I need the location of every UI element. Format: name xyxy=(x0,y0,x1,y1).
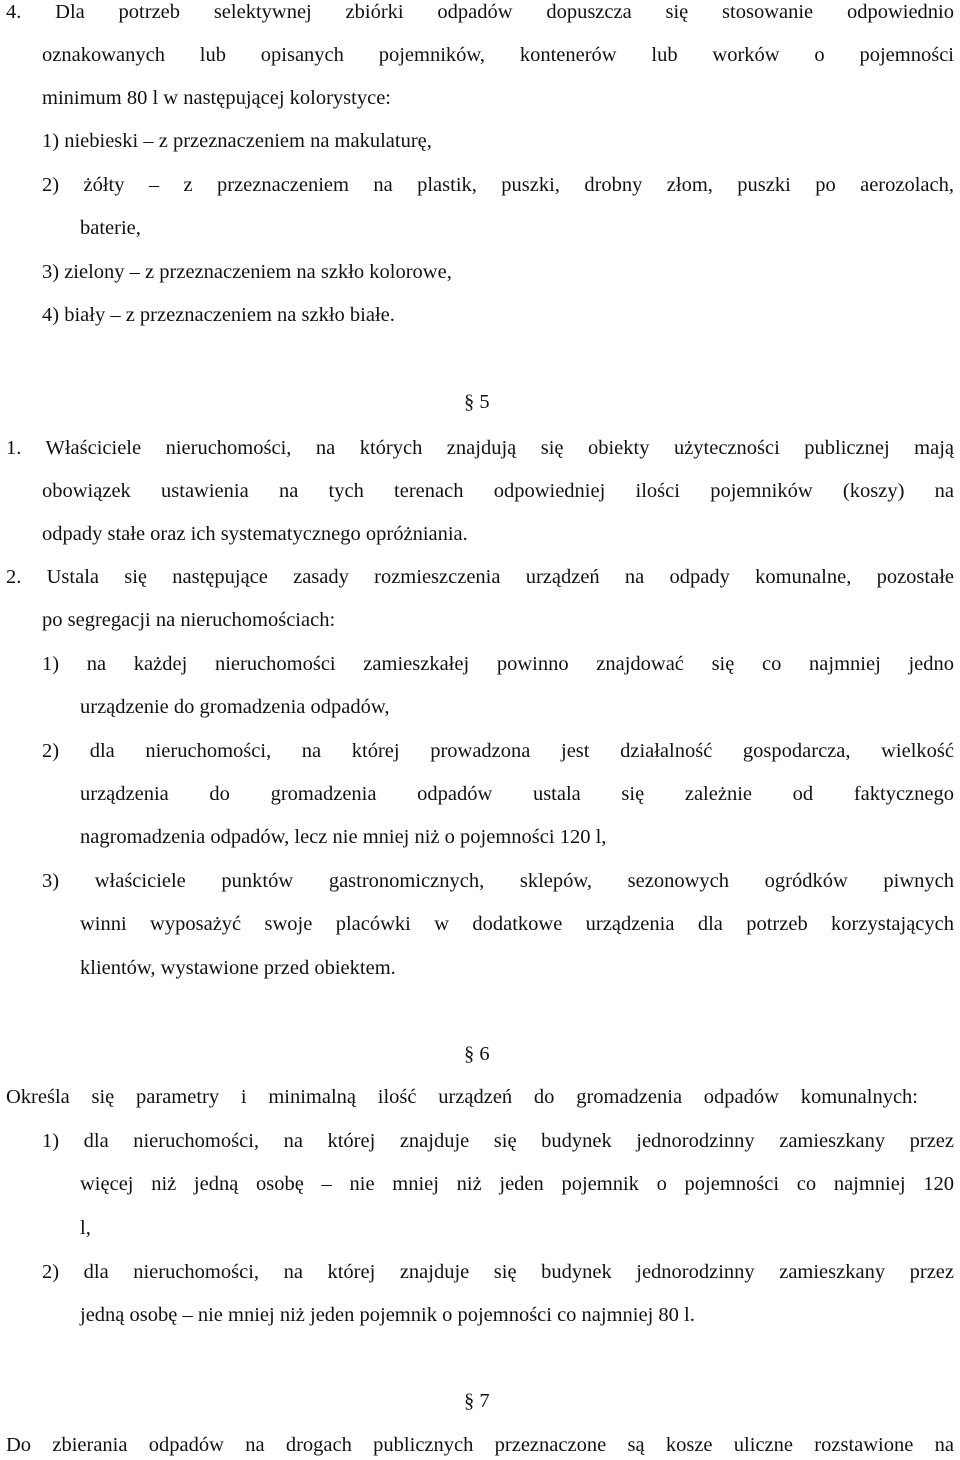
list-item: 3) właściciele punktów gastronomicznych, sklepów, sezonowych ogródków piwnych xyxy=(42,870,954,892)
list-item-continuation: jedną osobę – nie mniej niż jeden pojemnik o pojemności co najmniej 80 l. xyxy=(80,1304,695,1326)
list-item-continuation: klientów, wystawione przed obiektem. xyxy=(80,957,396,979)
section-heading-6: § 6 xyxy=(464,1043,490,1065)
list-item: 2) żółty – z przeznaczeniem na plastik, puszki, drobny złom, puszki po aerozolach, xyxy=(42,174,954,196)
para4-line: oznakowanych lub opisanych pojemników, kontenerów lub worków o pojemności xyxy=(42,44,954,66)
list-item: 1) niebieski – z przeznaczeniem na makulaturę, xyxy=(42,130,432,152)
list-item-continuation: nagromadzenia odpadów, lecz nie mniej niż o pojemności 120 l, xyxy=(80,826,607,848)
list-item: 1) dla nieruchomości, na której znajduje się budynek jednorodzinny zamieszkany przez xyxy=(42,1130,954,1152)
para6-intro: Określa się parametry i minimalną ilość urządzeń do gromadzenia odpadów komunalnych: xyxy=(6,1086,918,1108)
para5-2-line: 2. Ustala się następujące zasady rozmieszczenia urządzeń na odpady komunalne, pozostałe xyxy=(6,566,954,588)
section-heading-5: § 5 xyxy=(464,391,490,413)
para5-1-line: 1. Właściciele nieruchomości, na których znajdują się obiekty użyteczności publicznej mają xyxy=(6,437,954,459)
list-item-continuation: winni wyposażyć swoje placówki w dodatkowe urządzenia dla potrzeb korzystających xyxy=(80,913,954,935)
list-item-continuation: l, xyxy=(80,1217,91,1239)
list-item-continuation: urządzenie do gromadzenia odpadów, xyxy=(80,696,390,718)
list-item: 2) dla nieruchomości, na której prowadzona jest działalność gospodarcza, wielkość xyxy=(42,740,954,762)
list-item-continuation: baterie, xyxy=(80,217,141,239)
list-item: 2) dla nieruchomości, na której znajduje się budynek jednorodzinny zamieszkany przez xyxy=(42,1261,954,1283)
list-item: 4) biały – z przeznaczeniem na szkło białe. xyxy=(42,304,395,326)
section-heading-7: § 7 xyxy=(464,1390,490,1412)
para7-line: Do zbierania odpadów na drogach publicznych przeznaczone są kosze uliczne rozstawione na xyxy=(6,1434,954,1456)
para5-1-line: odpady stałe oraz ich systematycznego opróżniania. xyxy=(42,523,468,545)
para5-2-line: po segregacji na nieruchomościach: xyxy=(42,609,336,631)
para5-1-line: obowiązek ustawienia na tych terenach odpowiedniej ilości pojemników (koszy) na xyxy=(42,480,954,502)
list-item: 1) na każdej nieruchomości zamieszkałej powinno znajdować się co najmniej jedno xyxy=(42,653,954,675)
list-item: 3) zielony – z przeznaczeniem na szkło kolorowe, xyxy=(42,261,452,283)
para4-line: minimum 80 l w następującej kolorystyce: xyxy=(42,87,392,109)
list-item-continuation: urządzenia do gromadzenia odpadów ustala się zależnie od faktycznego xyxy=(80,783,954,805)
list-item-continuation: więcej niż jedną osobę – nie mniej niż jeden pojemnik o pojemności co najmniej 120 xyxy=(80,1173,954,1195)
para4-line: 4. Dla potrzeb selektywnej zbiórki odpadów dopuszcza się stosowanie odpowiednio xyxy=(6,1,954,23)
